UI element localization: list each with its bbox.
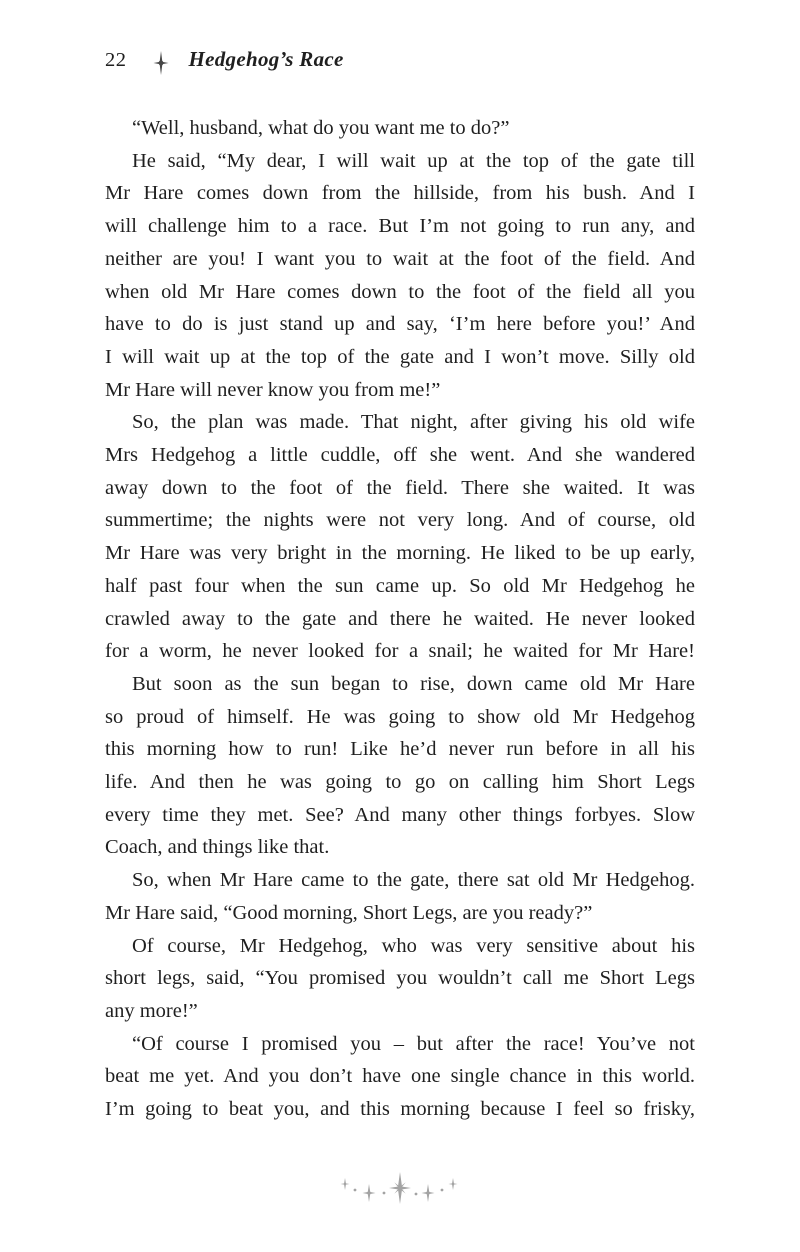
text-line: every time they met. See? And many other things forbyes. Slow: [105, 803, 695, 826]
text-line: have to do is just stand up and say, ‘I’m here before you!’ And: [105, 313, 695, 336]
page-footer: [336, 1170, 464, 1210]
text-line: for a worm, he never looked for a snail; he waited for Mr Hare!: [105, 640, 695, 663]
text-line: away down to the foot of the field. There she waited. It was: [105, 476, 695, 499]
text-line: life. And then he was going to go on calling him Short Legs: [105, 771, 695, 794]
text-line: neither are you! I want you to wait at the foot of the field. And: [105, 247, 695, 270]
page-number: 22: [105, 49, 127, 71]
text-line: Mr Hare will never know you from me!”: [105, 378, 441, 401]
text-line: So, when Mr Hare came to the gate, there sat old Mr Hedgehog.: [132, 869, 695, 892]
text-line: He said, “My dear, I will wait up at the top of the gate till: [132, 149, 695, 172]
text-line: beat me yet. And you don’t have one single chance in this world.: [105, 1065, 695, 1088]
sparkle-divider-icon: [336, 1197, 464, 1214]
text-line: Coach, and things like that.: [105, 836, 330, 859]
text-line: Mr Hare was very bright in the morning. He liked to be up early,: [105, 542, 695, 565]
text-line: I will wait up at the top of the gate and I won’t move. Silly old: [105, 345, 695, 368]
text-line: summertime; the nights were not very long. And of course, old: [105, 509, 695, 532]
text-line: “Well, husband, what do you want me to do?”: [132, 117, 510, 139]
text-line: But soon as the sun began to rise, down came old Mr Hare: [132, 672, 695, 695]
text-line: will challenge him to a race. But I’m not going to run any, and: [105, 215, 695, 238]
body-text: [105, 112, 695, 1126]
text-line: Mr Hare comes down from the hillside, from his bush. And I: [105, 182, 695, 205]
text-line: any more!”: [105, 999, 198, 1022]
text-line: Of course, Mr Hedgehog, who was very sensitive about his: [132, 934, 695, 957]
text-line: “Of course I promised you – but after the race! You’ve not: [132, 1032, 695, 1055]
page-header: [105, 47, 344, 77]
text-line: so proud of himself. He was going to show old Mr Hedgehog: [105, 705, 695, 728]
sparkle-star-icon: [152, 50, 170, 76]
text-line: Mrs Hedgehog a little cuddle, off she went. And she wandered: [105, 444, 695, 467]
running-title: Hedgehog’s Race: [188, 47, 344, 71]
text-line: when old Mr Hare comes down to the foot of the field all you: [105, 280, 695, 303]
text-line: short legs, said, “You promised you wouldn’t call me Short Legs: [105, 967, 695, 990]
text-line: this morning how to run! Like he’d never run before in all his: [105, 738, 695, 761]
text-line: So, the plan was made. That night, after giving his old wife: [132, 411, 695, 434]
text-line: Mr Hare said, “Good morning, Short Legs, are you ready?”: [105, 901, 593, 924]
text-line: I’m going to beat you, and this morning because I feel so frisky,: [105, 1098, 695, 1121]
text-line: crawled away to the gate and there he waited. He never looked: [105, 607, 695, 630]
text-line: half past four when the sun came up. So old Mr Hedgehog he: [105, 574, 695, 597]
